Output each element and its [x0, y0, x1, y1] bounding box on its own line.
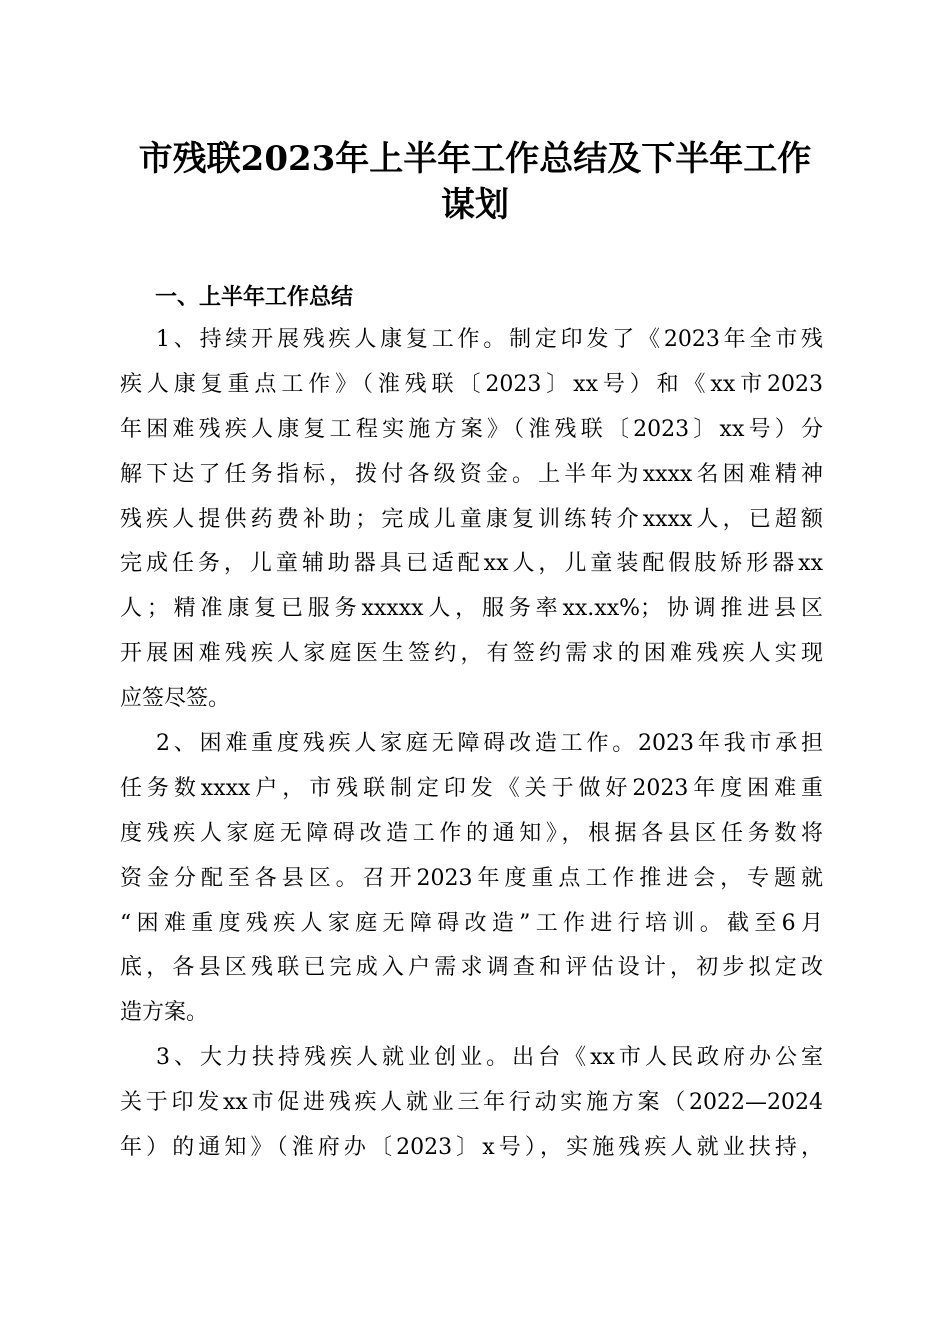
paragraph-line: 任务数xxxx户，市残联制定印发《关于做好2023年度困难重 — [120, 775, 823, 801]
paragraph-line: 人；精准康复已服务xxxxx人，服务率xx.xx%；协调推进县区 — [120, 596, 823, 622]
paragraph-line: 残疾人提供药费补助；完成儿童康复训练转介xxxx人，已超额 — [120, 506, 823, 532]
paragraph — [120, 318, 823, 722]
document-title — [100, 136, 850, 228]
paragraph-line: 1、持续开展残疾人康复工作。制定印发了《2023年全市残 — [156, 327, 823, 352]
paragraph-line: 底，各县区残联已完成入户需求调查和评估设计，初步拟定改 — [120, 955, 823, 981]
document-body — [120, 318, 823, 1171]
paragraph-line: 关于印发xx市促进残疾人就业三年行动实施方案（2022—2024 — [120, 1090, 823, 1116]
paragraph-line: 完成任务，儿童辅助器具已适配xx人，儿童装配假肢矫形器xx — [120, 551, 823, 577]
paragraph-line: 3、大力扶持残疾人就业创业。出台《xx市人民政府办公室 — [156, 1045, 823, 1071]
paragraph-line: 资金分配至各县区。召开2023年度重点工作推进会，专题就 — [120, 865, 823, 891]
paragraph — [120, 1036, 823, 1171]
paragraph-line: 度残疾人家庭无障碍改造工作的通知》，根据各县区任务数将 — [120, 820, 823, 846]
paragraph-line: “困难重度残疾人家庭无障碍改造”工作进行培训。截至6月 — [120, 910, 823, 936]
paragraph-line: 造方案。 — [120, 1000, 209, 1026]
paragraph-line: 应签尽签。 — [120, 686, 231, 712]
paragraph-line: 年）的通知》（淮府办〔2023〕x号），实施残疾人就业扶持， — [120, 1135, 823, 1161]
paragraph-line: 年困难残疾人康复工程实施方案》（淮残联〔2023〕xx号）分 — [120, 416, 823, 442]
paragraph-line: 解下达了任务指标，拨付各级资金。上半年为xxxx名困难精神 — [120, 461, 823, 487]
paragraph-line: 2、困难重度残疾人家庭无障碍改造工作。2023年我市承担 — [156, 731, 823, 757]
paragraph — [120, 722, 823, 1036]
paragraph-line: 疾人康复重点工作》（淮残联〔2023〕xx号）和《xx市2023 — [120, 371, 823, 397]
section-heading: 一、上半年工作总结 — [155, 284, 354, 310]
title-line-1: 市残联2023年上半年工作总结及下半年工作 — [138, 139, 812, 179]
paragraph-line: 开展困难残疾人家庭医生签约，有签约需求的困难残疾人实现 — [120, 641, 823, 667]
title-line-2: 谋划 — [441, 185, 509, 225]
